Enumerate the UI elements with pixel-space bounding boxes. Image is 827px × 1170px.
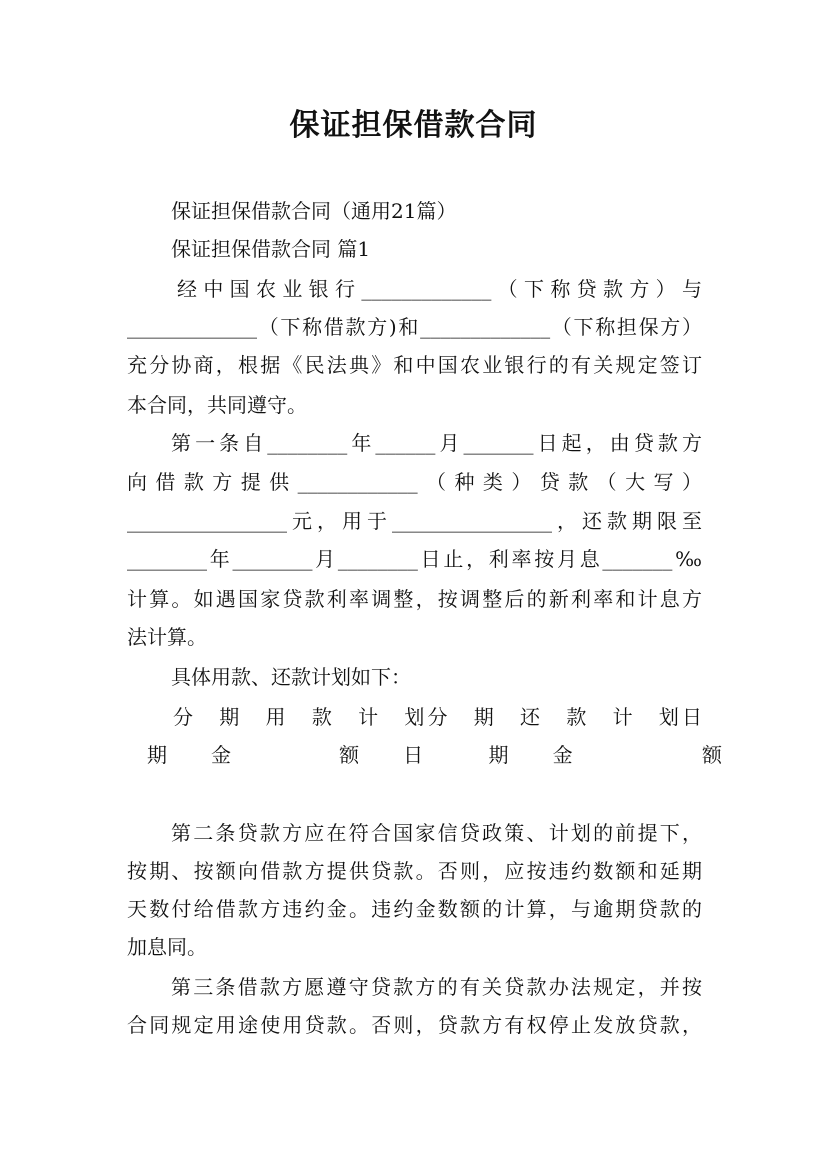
clause-line: 法计算。 [127, 625, 207, 649]
clause-line: ________________元，用于________________，还款期限至 [127, 509, 702, 533]
clause-line: 向借款方提供____________（种类）贷款（大写） [127, 470, 702, 494]
subtitle-line: 保证担保借款合同（通用21篇） [171, 199, 457, 223]
clause-line: 合同规定用途使用贷款。否则，贷款方有权停止发放贷款， [127, 1013, 702, 1037]
plan-intro-line: 具体用款、还款计划如下： [171, 665, 411, 689]
section-heading: 保证担保借款合同 篇1 [171, 237, 371, 261]
paragraph-line: _____________（下称借款方)和_____________（下称担保方） [127, 315, 702, 339]
clause-line: 计算。如遇国家贷款利率调整，按调整后的新利率和计息方 [127, 587, 702, 611]
clause-line: 第一条自________年______月_______日起，由贷款方 [171, 431, 702, 455]
clause-line: ________年________月________日止，利率按月息_______‰ [127, 547, 702, 571]
plan-table-subheader: 期 金 额 日 期 金 额 [147, 743, 722, 767]
clause-line: 天数付给借款方违约金。违约金数额的计算，与逾期贷款的 [127, 897, 702, 921]
clause-line: 加息同。 [127, 935, 207, 959]
plan-table-header: 分 期 用 款 计 划分 期 还 款 计 划日 [173, 705, 702, 729]
document-title: 保证担保借款合同 [289, 108, 538, 143]
clause-line: 第二条贷款方应在符合国家信贷政策、计划的前提下， [171, 821, 702, 845]
paragraph-line: 经中国农业银行_____________（下称贷款方）与 [177, 277, 702, 301]
clause-line: 第三条借款方愿遵守贷款方的有关贷款办法规定，并按 [171, 975, 702, 999]
paragraph-line: 本合同，共同遵守。 [127, 393, 307, 417]
clause-line: 按期、按额向借款方提供贷款。否则，应按违约数额和延期 [127, 859, 702, 883]
paragraph-line: 充分协商，根据《民法典》和中国农业银行的有关规定签订 [127, 353, 702, 377]
